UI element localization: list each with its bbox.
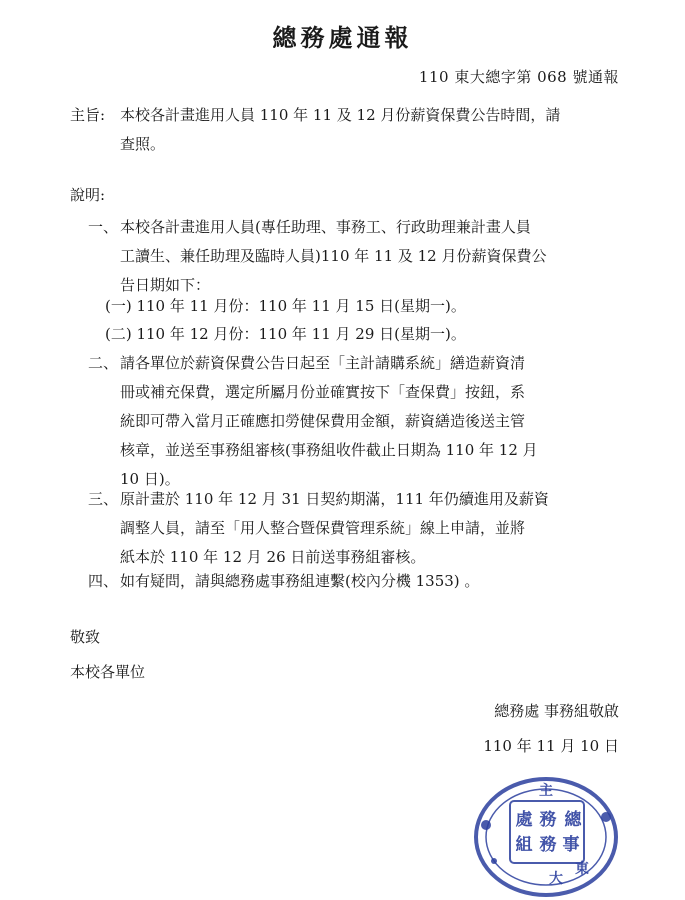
item-line: 調整人員，請至「用人整合暨保費管理系統」線上申請，並將	[120, 519, 526, 537]
seal-char: 東	[575, 861, 589, 877]
item-line: 統即可帶入當月正確應扣勞健保費用金額，薪資繕造後送主管	[120, 412, 526, 430]
explanation-item-3	[88, 485, 628, 572]
schedule-item-2: (二) 110 年 12 月份：110 年 11 月 29 日(星期一)。	[105, 325, 466, 343]
item-line: 如有疑問，請與總務處事務組連繫(校內分機 1353) 。	[120, 572, 480, 590]
item-line: 告日期如下：	[120, 276, 211, 294]
closing-sender: 總務處 事務組敬啟	[494, 702, 619, 720]
item-number: 一、	[88, 218, 119, 236]
seal-char: 組	[515, 835, 533, 855]
closing-date: 110 年 11 月 10 日	[483, 737, 619, 755]
item-number: 二、	[88, 354, 119, 372]
seal-char: 務	[539, 835, 557, 855]
item-line: 紙本於 110 年 12 月 26 日前送事務組審核。	[120, 548, 426, 566]
item-number: 四、	[88, 572, 119, 590]
closing-recipient: 本校各單位	[70, 663, 146, 681]
schedule-item-1: (一) 110 年 11 月份：110 年 11 月 15 日(星期一)。	[105, 297, 466, 315]
item-line: 請各單位於薪資保費公告日起至「主計請購系統」繕造薪資清	[120, 354, 526, 372]
explanation-item-4	[88, 567, 628, 596]
seal-char: 事	[562, 835, 580, 855]
closing-regards: 敬致	[70, 628, 101, 646]
official-seal-stamp	[470, 765, 620, 900]
item-line: 10 日)。	[120, 470, 180, 488]
explanation-item-2	[88, 349, 628, 494]
item-line: 原計畫於 110 年 12 月 31 日契約期滿，111 年仍續進用及薪資	[120, 490, 549, 508]
explanation-item-1	[88, 213, 628, 300]
item-line: 冊或補充保費，選定所屬月份並確實按下「查保費」按鈕，系	[120, 383, 526, 401]
item-line: 本校各計畫進用人員(專任助理、事務工、行政助理兼計畫人員	[120, 218, 531, 236]
explanation-label: 說明:	[70, 186, 106, 204]
seal-char: 務	[539, 810, 557, 830]
subject-text-line-2: 查照。	[120, 135, 166, 153]
page-title: 總務處通報	[272, 23, 413, 52]
seal-char: 主	[539, 783, 553, 799]
subject-label: 主旨:	[70, 106, 106, 124]
item-number: 三、	[88, 490, 119, 508]
subject-text-line-1: 本校各計畫進用人員 110 年 11 及 12 月份薪資保費公告時間，請	[120, 106, 561, 124]
item-line: 核章，並送至事務組審核(事務組收件截止日期為 110 年 12 月	[120, 441, 538, 459]
subject-block	[70, 101, 630, 159]
item-line: 工讀生、兼任助理及臨時人員)110 年 11 及 12 月份薪資保費公	[120, 247, 547, 265]
document-number: 110 東大總字第 068 號通報	[418, 68, 619, 86]
seal-char: 總	[564, 810, 582, 830]
seal-char: 大	[549, 871, 563, 887]
seal-char: 處	[515, 810, 533, 830]
